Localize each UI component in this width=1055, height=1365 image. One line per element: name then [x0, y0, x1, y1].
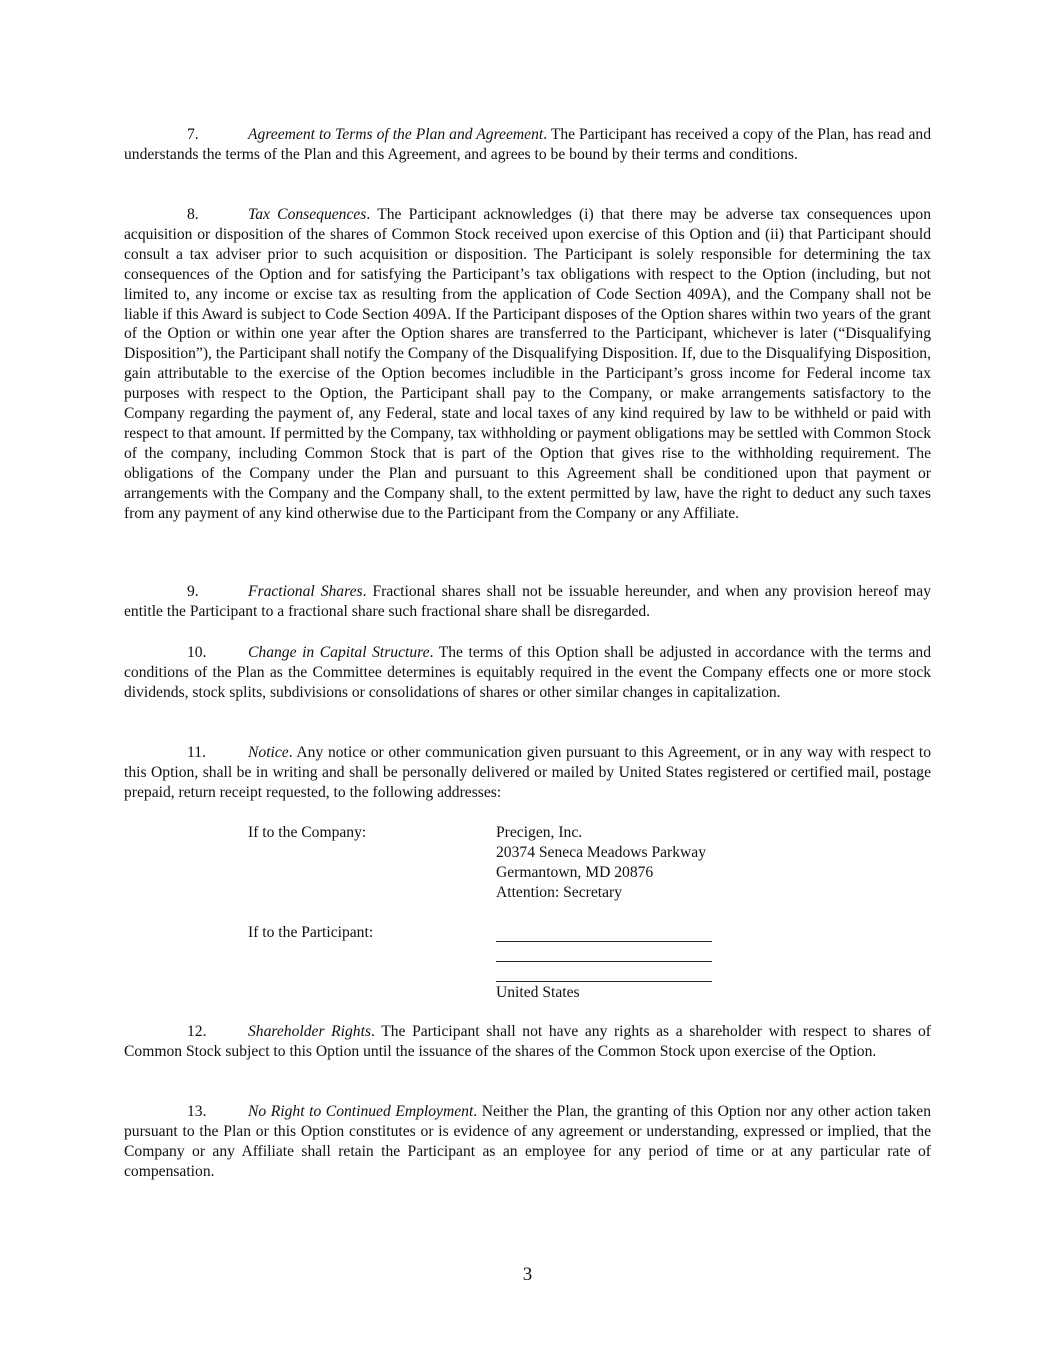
section-body: The Participant has received a copy of the Plan, has read and understands the terms of the Plan and this Agreement, and agrees to be bound by their terms and conditions.	[124, 126, 931, 163]
section-body: The Participant acknowledges (i) that there may be adverse tax consequences upon acquisition or disposition of the shares of Common Stock received upon exercise of this Option and (ii) that Participant should consult a tax adviser prior to such acquisition or disposition. The Participant is solely responsible for determining the tax consequences of the Option and for satisfying the Participant’s tax obligations with respect to the Option (including, but not limited to, any income or excise tax as resulting from the application of Code Section 409A), and the Company shall not be liable if this Award is subject to Code Section 409A. If the Participant disposes of the Option shares within two years of the grant of the Option or within one year after the Option shares are transferred to the Participant, whichever is later (“Disqualifying Disposition”), the Participant shall notify the Company of the Disqualifying Disposition. If, due to the Disqualifying Disposition, gain attributable to the exercise of the Option becomes includible in the Participant’s gross income for Federal income tax purposes with respect to the Option, the Participant shall pay to the Company, or make arrangements satisfactory to the Company regarding the payment of, any Federal, state and local taxes of any kind required by law to be withheld or paid with respect to that amount. If permitted by the Company, tax withholding or payment obligations may be settled with Common Stock of the company, including Common Stock that is part of the Option that gives rise to the withholding requirement. The obligations of the Company under the Plan and pursuant to this Agreement shall be conditioned upon that payment or arrangements with the Company and the Company shall, to the extent permitted by law, have the right to deduct any such taxes from any payment of any kind otherwise due to the Participant from the Company or any Affiliate.	[124, 206, 931, 522]
company-address	[496, 823, 706, 903]
participant-address-label: If to the Participant:	[248, 924, 374, 941]
company-street: 20374 Seneca Meadows Parkway	[496, 843, 707, 861]
section-10	[124, 643, 931, 703]
section-body: . Fractional shares shall not be issuable hereunder, and when any provision hereof may entitle the Participant to a fractional share such fractional share shall be disregarded.	[124, 583, 931, 620]
section-8: 8. Tax Consequences. The Participant acknowledges (i) that there may be adverse tax consequences upon acquisition or disposition of the shares of Common Stock received upon exercise of this Option and (ii) that Participant should consult a tax adviser prior to such acquisition or disposition. The Participant is solely responsible for determining the tax consequences of the Option and for satisfying the Participant’s tax obligations with respect to the Option (including, but not limited to, any income or excise tax as resulting from the application of Code Section 409A), and the Company shall not be liable if this Award is subject to Code Section 409A. If the Participant disposes of the Option shares within two years of the grant of the Option or within one year after the Option shares are transferred to the Participant, whichever is later (“Disqualifying Disposition”), the Participant shall notify the Company of the Disqualifying Disposition. If, due to the Disqualifying Disposition, gain attributable to the exercise of the Option becomes includible in the Participant’s gross income for Federal income tax purposes with respect to the Option, the Participant shall pay to the Company, or make arrangements satisfactory to the Company regarding the payment of, any Federal, state and local taxes of any kind required by law to be withheld or paid with respect to that amount. If permitted by the Company, tax withholding or payment obligations may be settled with Common Stock of the company, including Common Stock that is part of the Option that gives rise to the withholding requirement. The obligations of the Company under the Plan and pursuant to this Agreement shall be conditioned upon that payment or arrangements with the Company and the Company shall, to the extent permitted by law, have the right to deduct any such taxes from any payment of any kind otherwise due to the Participant from the Company or any Affiliate.	[124, 206, 931, 522]
section-number: 8.	[187, 206, 199, 223]
participant-address-blank-line	[496, 941, 712, 942]
section-heading: Agreement to Terms of the Plan and Agreement	[248, 126, 544, 143]
section-7: 7. Agreement to Terms of the Plan and Agreement. The Participant has received a copy of the Plan, has read and understands the terms of the Plan and this Agreement, and agrees to be bound by their terms and conditions.	[124, 126, 931, 163]
company-address-label: If to the Company:	[248, 824, 367, 841]
company-name: Precigen, Inc.	[496, 824, 583, 841]
section-heading: Notice	[248, 744, 289, 761]
section-heading: Change in Capital Structure	[248, 644, 430, 661]
company-city: Germantown, MD 20876	[496, 863, 654, 881]
section-11	[124, 743, 931, 803]
company-attention: Attention: Secretary	[496, 883, 623, 901]
page-number: 3	[522, 1264, 533, 1285]
section-9	[124, 582, 931, 622]
participant-address-blank-line	[496, 961, 712, 962]
section-body: . Neither the Plan, the granting of this Option nor any other action taken pursuant to the Plan or this Option constitutes or is evidence of any agreement or understanding, expressed or implied, that the Company or any Affiliate shall retain the Participant as an employee for any period of time or at any particular rate of compensation.	[124, 1103, 931, 1180]
section-body: . The Participant shall not have any rights as a shareholder with respect to shares of Common Stock subject to this Option until the issuance of the shares of the Common Stock upon exercise of the Option.	[124, 1023, 932, 1060]
section-number: 7.	[187, 126, 199, 143]
section-number: 11.	[187, 744, 206, 761]
section-body: . Any notice or other communication given pursuant to this Agreement, or in any way with respect to this Option, shall be in writing and shall be personally delivered or mailed by United States registered or certified mail, postage prepaid, return receipt requested, to the following addresses:	[124, 744, 931, 801]
section-number: 13.	[187, 1103, 207, 1120]
participant-country: United States	[496, 984, 580, 1001]
section-heading: No Right to Continued Employment	[248, 1103, 474, 1120]
participant-address-blank-line	[496, 981, 712, 982]
section-13	[124, 1102, 931, 1182]
section-number: 12.	[187, 1023, 207, 1040]
section-body: . The terms of this Option shall be adjusted in accordance with the terms and conditions of the Plan as the Committee determines is equitably required in the event the Company effects one or more stock dividends, stock splits, subdivisions or consolidations of shares or other similar changes in capitalization.	[124, 644, 931, 701]
section-heading: Shareholder Rights	[248, 1023, 371, 1040]
section-12	[124, 1022, 931, 1062]
section-heading: Tax Consequences	[248, 206, 367, 223]
section-number: 10.	[187, 644, 207, 661]
section-number: 9.	[187, 583, 199, 600]
section-heading: Fractional Shares	[248, 583, 363, 600]
